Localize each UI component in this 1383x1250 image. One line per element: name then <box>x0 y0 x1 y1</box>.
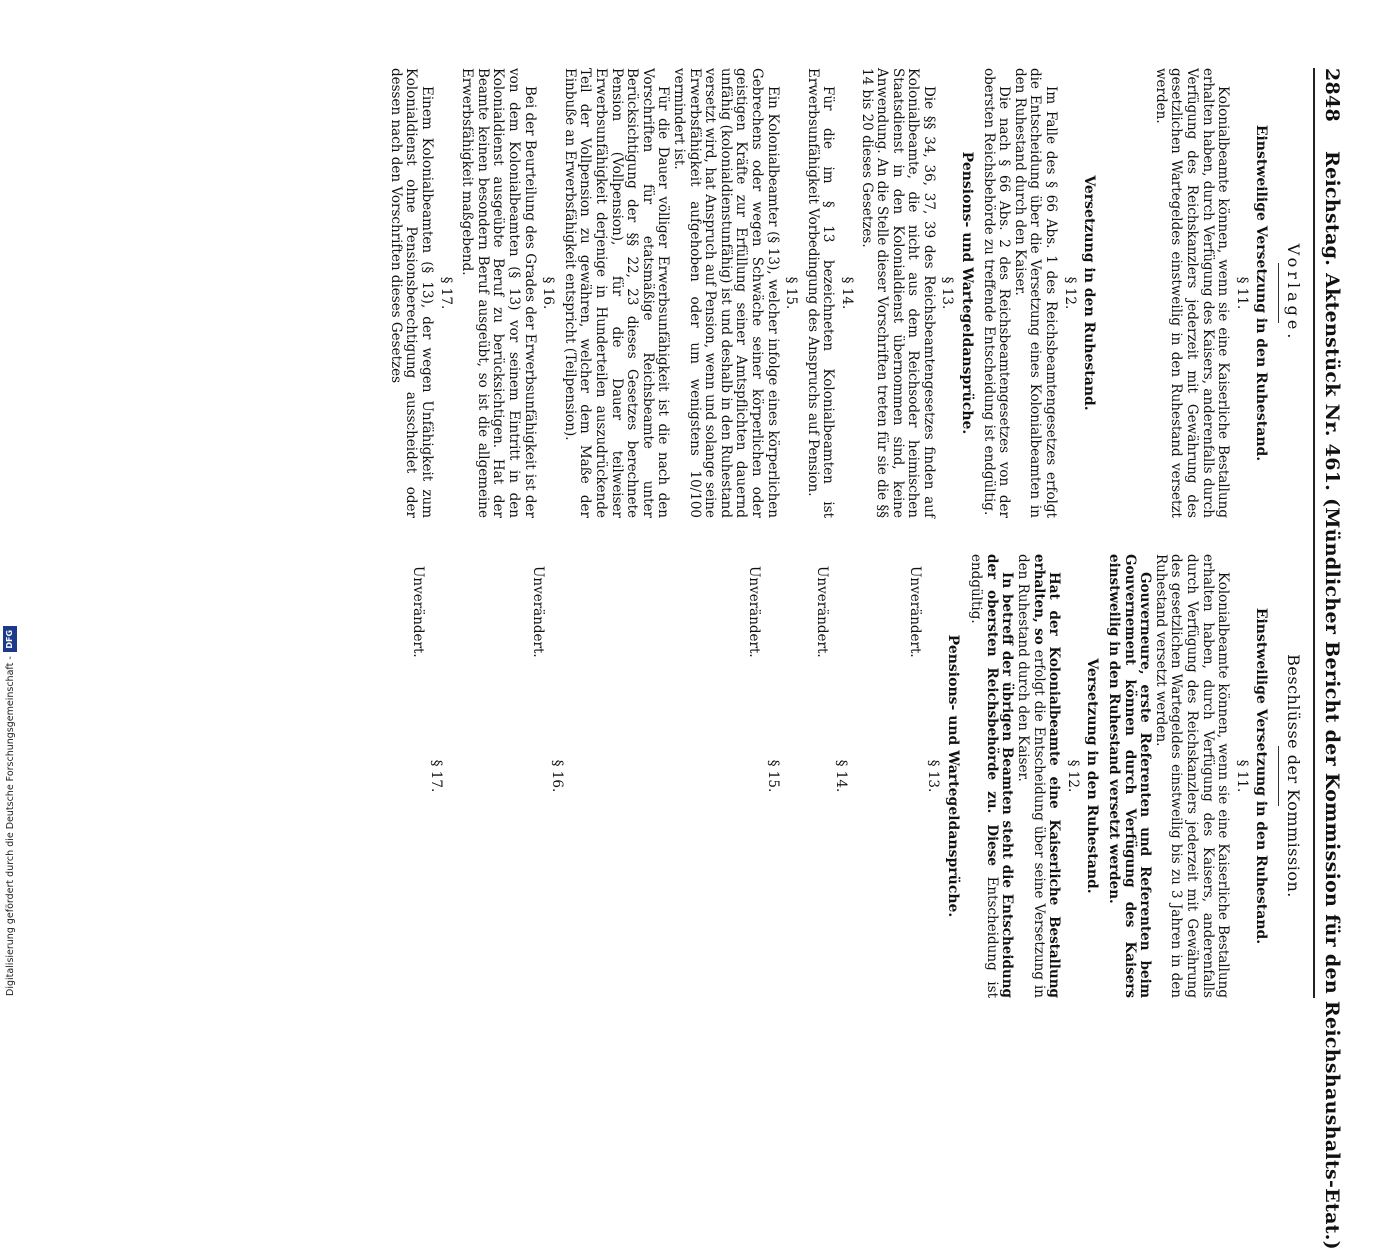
paragraph-12-text-1: Im Falle des § 66 Abs. 1 des Reichsbeamtengesetzes erfolgt die Entscheidung über die Versetzung eines Kolonialbeamten in den Ruhestand durch den Kaiser. <box>1011 68 1060 518</box>
paragraph-17-text: Einem Kolonialbeamten (§ 13), der wegen Unfähigkeit zum Kolonialdienst ohne Pensionsberechtigung ausscheidet oder dessen nach den Vorschriften dieses Gesetzes <box>387 68 436 518</box>
paragraph-14-number: § 14. <box>832 759 849 793</box>
paragraph-16-text: Bei der Beurteilung des Grades der Erwerbsunfähigkeit ist der von dem Kolonialbeamten (§ 13) vor seinem Eintritt in den Kolonialdienst ausgeübte Beruf zu berücksichtigen. Hat der Beamte keinen besondern Beruf ausgeübt, so ist die allgemeine Erwerbsfähigkeit maßgebend. <box>459 68 538 518</box>
paragraph-11-text-bold: Gouverneure, erste Referenten und Referenten beim Gouvernement können durch Verfügung des Kaisers einstweilig in den Ruhestand versetzt werden. <box>1106 554 1154 998</box>
unchanged-14: Unverändert. <box>814 566 831 658</box>
heading-ruhestand: Versetzung in den Ruhestand. <box>1084 658 1101 894</box>
paragraph-15-text-2: Für die Dauer völliger Erwerbsunfähigkeit ist die nach den Vorschriften für etatsmäßige Reichsbeamte unter Berücksichtigung der §§ 22, 23 dieses Gesetzes berechnete Pension (Vollpension), für die Dauer teilweiser Erwerbsunfähigkeit derjenige in Hunderteilen auszudrückende Teil der Vollpension zu gewähren, welcher dem Maße der Einbuße an Erwerbsfähigkeit entspricht (Teilpension). <box>561 68 672 518</box>
paragraph-15-number: § 15. <box>783 276 800 310</box>
paragraph-13-number: § 13. <box>939 276 956 310</box>
paragraph-11-text: Kolonialbeamte können, wenn sie eine Kaiserliche Bestallung erhalten haben, durch Verfügung des Kaisers, anderenfalls durch Verfügung des Reichskanzlers jederzeit mit Gewährung des gesetzlichen Wartegeldes einstweilig in den Ruhestand versetzt werden. <box>1152 68 1232 518</box>
paragraph-12-text-2: Entscheidung ist endgültig. <box>968 554 1000 998</box>
paragraph-16-number: § 16. <box>540 276 557 310</box>
paragraph-14-text: Für die im § 13 bezeichneten Kolonialbeamten ist Erwerbsunfähigkeit Vorbedingung des Anspruchs auf Pension. <box>804 68 837 518</box>
heading-ruhestand: Versetzung in den Ruhestand. <box>1081 175 1098 411</box>
paragraph-13-number: § 13. <box>925 759 942 793</box>
heading-pensions: Pensions- und Wartegeldansprüche. <box>944 634 961 918</box>
page-number: 2848 <box>1321 68 1343 123</box>
unchanged-13: Unverändert. <box>906 566 923 658</box>
unchanged-17: Unverändert. <box>409 566 426 658</box>
paragraph-12-text-2: Die nach § 66 Abs. 2 des Reichsbeamtengesetzes von der obersten Reichsbehörde zu treffende Entscheidung ist endgültig. <box>980 68 1013 518</box>
page-header <box>1313 68 1345 1250</box>
title-rule <box>1278 263 1279 323</box>
paragraph-11-number: § 11. <box>1233 276 1250 310</box>
heading-pensions: Pensions- und Wartegeldansprüche. <box>959 151 976 435</box>
paragraph-17-number: § 17. <box>428 759 445 793</box>
heading-einstweilige: Einstweilige Versetzung in den Ruhestand. <box>1253 607 1270 945</box>
paragraph-16-number: § 16. <box>548 759 565 793</box>
column-beschluesse <box>409 554 1303 998</box>
paragraph-15-text-1: Ein Kolonialbeamter (§ 13), welcher infolge eines körperlichen Gebrechens oder wegen Schwäche seiner körperlichen oder geistigen Kräfte zur Erfüllung seiner Amtspflichten dauernd unfähig (kolonialdienstunfähig) ist und deshalb in den Ruhestand versetzt wird, hat Anspruch auf Pension, wenn und solange seine Erwerbsfähigkeit aufgehoben oder um wenigstens 10/100 vermindert ist. <box>671 68 781 518</box>
dfg-logo: DFG <box>3 626 17 652</box>
paragraph-15-number: § 15. <box>764 759 781 793</box>
heading-einstweilige: Einstweilige Versetzung in den Ruhestand. <box>1253 124 1270 462</box>
paragraph-11-number: § 11. <box>1233 759 1250 793</box>
paragraph-14-number: § 14. <box>838 276 855 310</box>
unchanged-16: Unverändert. <box>529 566 546 658</box>
paragraph-12-number: § 12. <box>1061 276 1078 310</box>
header-title: Reichstag. Aktenstück Nr. 461. (Mündlicher Bericht der Kommission für den Reichshaushalts-Etat.) <box>1321 151 1343 1250</box>
column-vorlage <box>387 68 1303 518</box>
paragraph-12-text-bold: Hat der Kolonialbeamte eine Kaiserliche Bestallung erhalten, so <box>1030 554 1063 998</box>
column-title-vorlage: Vorlage. <box>1284 243 1303 343</box>
credit-text: Digitalisierung gefördert durch die Deutsche Forschungsgemeinschaft - <box>4 656 16 996</box>
unchanged-15: Unverändert. <box>746 566 763 658</box>
column-title-beschluesse: Beschlüsse der Kommission. <box>1284 654 1303 898</box>
paragraph-12-number: § 12. <box>1064 759 1081 793</box>
paragraph-11-text: Kolonialbeamte können, wenn sie eine Kaiserliche Bestallung erhalten haben, durch Verfügung des Kaisers, anderenfalls durch Verfügung des Reichskanzlers jederzeit mit Gewährung des gesetzlichen Wartegeldes einstweilig bis zu 3 Jahren in den Ruhestand versetzt werden. <box>1152 554 1232 998</box>
document-page <box>85 68 1345 1250</box>
paragraph-13-text: Die §§ 34, 36, 37, 39 des Reichsbeamtengesetzes finden auf Kolonialbeamte, die nicht aus dem Reichsoder heimischen Staatsdienst in den Kolonialdienst übernommen sind, keine Anwendung. An die Stelle dieser Vorschriften treten für sie die §§ 14 bis 20 dieses Gesetzes. <box>858 68 937 518</box>
paragraph-17-number: § 17. <box>437 276 454 310</box>
title-rule <box>1278 746 1279 806</box>
paragraph-12-text-2-bold: In betreff der übrigen Beamten steht die Entscheidung der obersten Reichsbehörde zu. Diese <box>983 554 1016 998</box>
digitization-credit <box>3 626 17 996</box>
paragraph-12-text: erfolgt die Entscheidung über seine Versetzung in den Ruhestand durch den Kaiser. <box>1015 554 1047 999</box>
